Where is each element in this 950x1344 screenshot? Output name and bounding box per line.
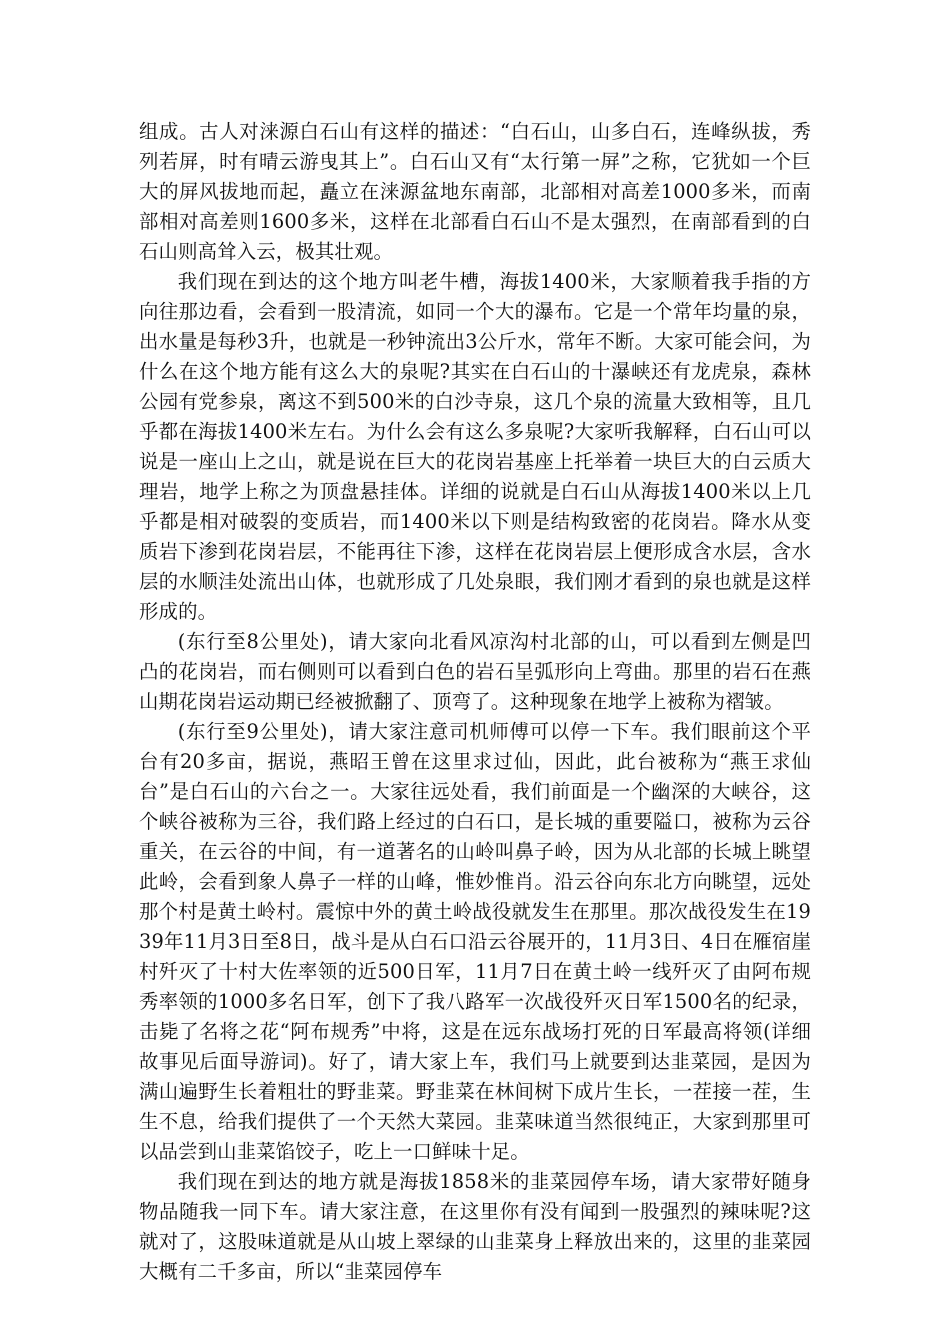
paragraph-yanwang-platform: (东行至9公里处)，请大家注意司机师傅可以停一下车。我们眼前这个平台有20多亩，据说，燕昭王曾在这里求过仙，因此，此台被称为“燕王求仙台”是白石山的六台之一。大家往远处看，我们前面是一个幽深的大峡谷，这个峡谷被称为三谷，我们路上经过的白石口，是长城的重要隘口，被称为云谷重关，在云谷的中间，有一道著名的山岭叫鼻子岭，因为从北部的长城上眺望此岭，会看到象人鼻子一样的山峰，惟妙惟肖。沿云谷向东北方向眺望，远处那个村是黄土岭村。震惊中外的黄土岭战役就发生在那里。那次战役发生在1939年11月3日至8日，战斗是从白石口沿云谷展开的，11月3日、4日在雁宿崖村歼灭了十村大佐率领的近500日军，11月7日在黄土岭一线歼灭了由阿布规秀率领的1000多名日军，创下了我八路军一次战役歼灭日军1500名的纪录，击毙了名将之花“阿布规秀”中将，这是在远东战场打死的日军最高将领(详细故事见后面导游词)。好了，请大家上车，我们马上就要到达韭菜园，是因为满山遍野生长着粗壮的野韭菜。野韭菜在林间树下成片生长，一茬接一茬，生生不息，给我们提供了一个天然大菜园。韭菜味道当然很纯正，大家到那里可以品尝到山韭菜馅饺子，吃上一口鲜味十足。 [139,720,812,1163]
paragraph-baishishan-description: 组成。古人对涞源白石山有这样的描述：“白石山，山多白石，连峰纵拔，秀列若屏，时有晴云游曳其上”。白石山又有“太行第一屏”之称，它犹如一个巨大的屏风拔地而起，矗立在涞源盆地东南部，北部相对高差1000多米，而南部相对高差则1600多米，这样在北部看白石山不是太强烈，在南部看到的白石山则高耸入云，极其壮观。 [139,120,811,263]
paragraph-jiucaiyuan-parking: 我们现在到达的地方就是海拔1858米的韭菜园停车场，请大家带好随身物品随我一同下车。请大家注意，在这里你有没有闻到一股强烈的辣味呢?这就对了，这股味道就是从山坡上翠绿的山韭菜身上释放出来的，这里的韭菜园大概有二千多亩，所以“韭菜园停车 [139,1170,811,1283]
paragraph-fold-geology: (东行至8公里处)，请大家向北看风凉沟村北部的山，可以看到左侧是凹凸的花岗岩，而右侧则可以看到白色的岩石呈弧形向上弯曲。那里的岩石在燕山期花岗岩运动期已经被掀翻了、顶弯了。这种现象在地学上被称为褶皱。 [139,630,811,713]
paragraph-laoniucao-spring: 我们现在到达的这个地方叫老牛槽，海拔1400米，大家顺着我手指的方向往那边看，会看到一股清流，如同一个大的瀑布。它是一个常年均量的泉，出水量是每秒3升，也就是一秒钟流出3公斤水，常年不断。大家可能会问，为什么在这个地方能有这么大的泉呢?其实在白石山的十瀑峡还有龙虎泉，森林公园有党参泉，离这不到500米的白沙寺泉，这几个泉的流量大致相等，且几乎都在海拔1400米左右。为什么会有这么多泉呢?大家听我解释，白石山可以说是一座山上之山，就是说在巨大的花岗岩基座上托举着一块巨大的白云质大理岩，地学上称之为顶盘悬挂体。详细的说就是白石山从海拔1400米以上几乎都是相对破裂的变质岩，而1400米以下则是结构致密的花岗岩。降水从变质岩下渗到花岗岩层，不能再往下渗，这样在花岗岩层上便形成含水层，含水层的水顺洼处流出山体，也就形成了几处泉眼，我们刚才看到的泉也就是这样形成的。 [139,270,811,623]
document-page [139,117,811,1287]
